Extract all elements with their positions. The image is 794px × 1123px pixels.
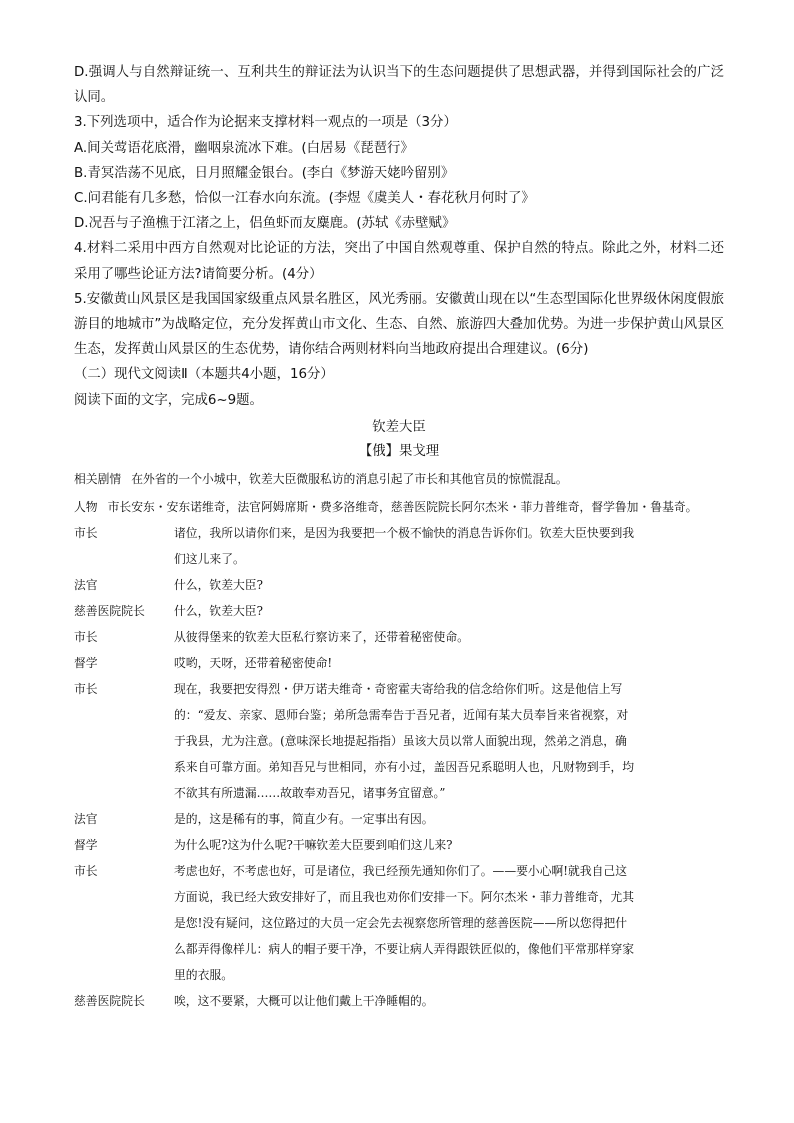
option-d-continued: D.强调人与自然辩证统一、互利共生的辩证法为认识当下的生态问题提供了思想武器，并得到国际社会的广泛认同。 (74, 65, 724, 106)
plot-text: 在外省的一个小城中，钦差大臣微服私访的消息引起了市长和其他官员的惊慌混乱。 (131, 471, 568, 486)
speaker-name: 法官 (74, 577, 98, 592)
question-3: 3.下列选项中，适合作为论据来支撑材料一观点的一项是（3分） (74, 115, 457, 131)
dialogue-line (74, 962, 724, 988)
dialogue-block (74, 520, 724, 1014)
speaker-name: 督学 (74, 837, 98, 852)
dialogue-line (74, 910, 724, 936)
speech-text: 们这儿来了。 (174, 551, 245, 566)
speaker-name: 督学 (74, 655, 98, 670)
plot-summary (74, 466, 724, 492)
speaker-name (74, 936, 174, 962)
speaker-name: 慈善医院院长 (74, 993, 145, 1008)
speech-text: 系来自可靠方面。弟知吾兄与世相同，亦有小过，盖因吾兄系聪明人也，凡财物到手，均 (174, 759, 635, 774)
speaker-name (74, 728, 174, 754)
speech-text: 什么，钦差大臣? (174, 577, 263, 592)
speech-text: 唉，这不要紧，大概可以让他们戴上干净睡帽的。 (174, 993, 434, 1008)
dialogue-line (74, 598, 724, 624)
dialogue-line (74, 520, 724, 546)
speaker-name (74, 702, 174, 728)
speech-text: 诸位，我所以请你们来，是因为我要把一个极不愉快的消息告诉你们。钦差大臣快要到我 (174, 525, 635, 540)
question-4: 4.材料二采用中西方自然观对比论证的方法，突出了中国自然观尊重、保护自然的特点。除此之外，材料二还采用了哪些论证方法?请简要分析。(4分） (74, 241, 724, 282)
dialogue-line (74, 754, 724, 780)
speaker-name: 市长 (74, 629, 98, 644)
speaker-name (74, 910, 174, 936)
story-title: 钦差大臣 (372, 419, 426, 435)
dialogue-line (74, 806, 724, 832)
dialogue-line (74, 936, 724, 962)
dialogue-line (74, 624, 724, 650)
dialogue-line (74, 780, 724, 806)
characters-label: 人物 (74, 499, 98, 514)
speech-text: 考虑也好，不考虑也好，可是诸位，我已经预先通知你们了。——要小心啊!就我自己这 (174, 863, 628, 878)
speaker-name (74, 754, 174, 780)
speech-text: 是您!没有疑问，这位路过的大员一定会先去视察您所管理的慈善医院——所以您得把什 (174, 915, 628, 930)
dialogue-line (74, 988, 724, 1014)
speech-text: 方面说，我已经大致安排好了，而且我也劝你们安排一下。阿尔杰米・菲力普维奇，尤其 (174, 889, 635, 904)
speaker-name: 市长 (74, 681, 98, 696)
speaker-name: 市长 (74, 525, 98, 540)
question-3-option-c: C.问君能有几多愁，恰似一江春水向东流。(李煜《虞美人・春花秋月何时了》 (74, 191, 535, 207)
question-3-option-a: A.间关莺语花底滑，幽咽泉流冰下难。(白居易《琵琶行》 (74, 140, 414, 156)
dialogue-line (74, 702, 724, 728)
dialogue-line (74, 676, 724, 702)
dialogue-line (74, 728, 724, 754)
speech-text: 的：“爱友、亲家、恩师台鉴；弟所急需奉告于吾兄者，近闻有某大员奉旨来省视察，对 (174, 707, 629, 722)
speech-text: 是的，这是稀有的事，简直少有。一定事出有因。 (174, 811, 434, 826)
characters-text: 市长安东・安东诺维奇，法官阿姆席斯・费多洛维奇，慈善医院院长阿尔杰米・菲力普维奇，督学鲁加・鲁基奇。 (107, 499, 698, 514)
speech-text: 么都弄得像样儿：病人的帽子要干净，不要让病人弄得跟铁匠似的，像他们平常那样穿家 (174, 941, 635, 956)
dialogue-line (74, 858, 724, 884)
plot-label: 相关剧情 (74, 471, 122, 486)
dialogue-line (74, 650, 724, 676)
characters-list (74, 494, 724, 520)
speech-text: 于我县，尤为注意。(意味深长地提起指指）虽该大员以常人面貌出现，然弟之消息，确 (174, 733, 627, 748)
question-3-option-b: B.青冥浩荡不见底，日月照耀金银台。(李白《梦游天姥吟留别》 (74, 165, 455, 181)
speaker-name (74, 780, 174, 806)
speech-text: 从彼得堡来的钦差大臣私行察访来了，还带着秘密使命。 (174, 629, 469, 644)
speech-text: 什么，钦差大臣? (174, 603, 263, 618)
speech-text: 哎哟，天呀，还带着秘密使命! (174, 655, 333, 670)
story-author: 【俄】果戈理 (358, 443, 440, 459)
speech-text: 现在，我要把安得烈・伊万诺夫维奇・奇密霍夫寄给我的信念给你们听。这是他信上写 (174, 681, 623, 696)
speaker-name: 市长 (74, 863, 98, 878)
document-page (74, 60, 724, 1014)
speaker-name (74, 884, 174, 910)
speaker-name: 慈善医院院长 (74, 603, 145, 618)
speaker-name (74, 546, 174, 572)
dialogue-line (74, 884, 724, 910)
dialogue-line (74, 832, 724, 858)
dialogue-line (74, 546, 724, 572)
speaker-name (74, 962, 174, 988)
question-3-option-d: D.况吾与子渔樵于江渚之上，侣鱼虾而友麋鹿。(苏轼《赤壁赋》 (74, 216, 456, 232)
reading-instruction: 阅读下面的文字，完成6~9题。 (74, 392, 263, 408)
question-5: 5.安徽黄山风景区是我国国家级重点风景名胜区，风光秀丽。安徽黄山现在以“生态型国际化世界级休闲度假旅游目的地城市”为战略定位，充分发挥黄山市文化、生态、自然、旅游四大叠加优势。为进一步保护黄山风景区生态，发挥黄山风景区的生态优势，请你结合两则材料向当地政府提出合理建议。(6分) (74, 291, 724, 358)
dialogue-line (74, 572, 724, 598)
speech-text: 里的衣服。 (174, 967, 233, 982)
speech-text: 不欲其有所遗漏……故敢奉劝吾兄，诸事务宜留意。” (174, 785, 446, 800)
speech-text: 为什么呢?这为什么呢?干嘛钦差大臣要到咱们这儿来? (174, 837, 453, 852)
section-heading: （二）现代文阅读Ⅱ（本题共4小题，16分） (74, 367, 334, 383)
speaker-name: 法官 (74, 811, 98, 826)
